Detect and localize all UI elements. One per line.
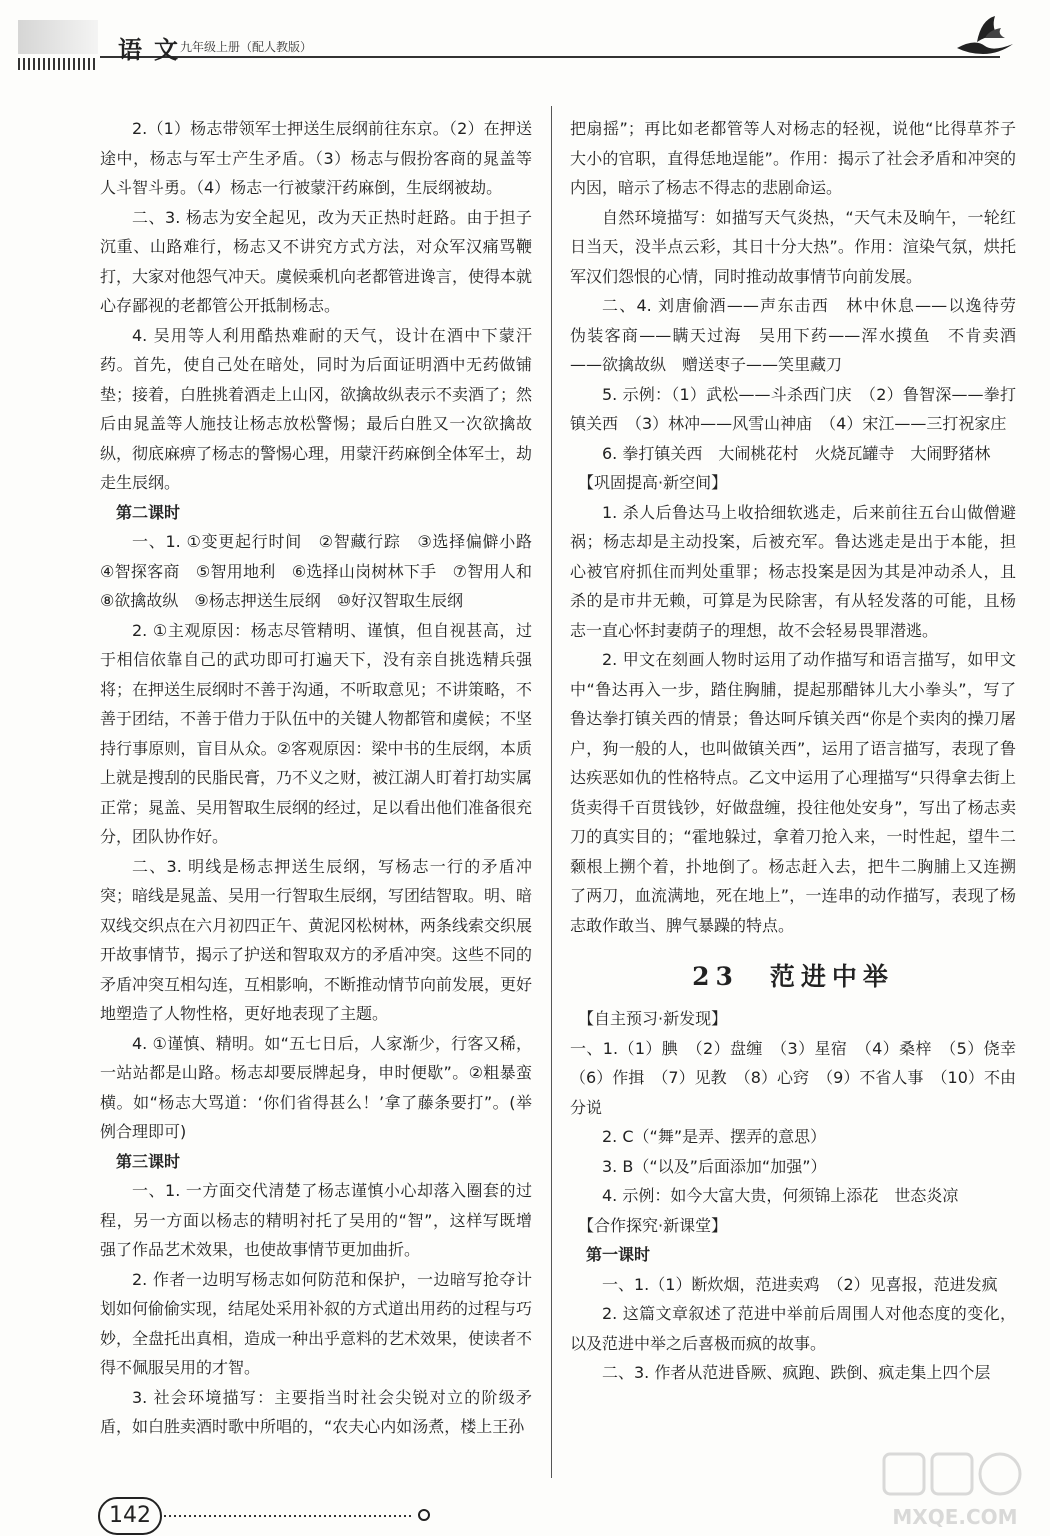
answer-paragraph: 2. 作者一边明写杨志如何防范和保护，一边暗写抢夺计划如何偷偷实现，结尾处采用补叙的方式道出用药的过程与巧妙，全盘托出真相，造成一种出乎意料的艺术效果，使读者不得不佩服吴用的才智。 — [100, 1269, 533, 1377]
answer-paragraph: 二、3. 杨志为安全起见，改为天正热时赶路。由于担子沉重、山路难行，杨志又不讲究方式方法，对众军汉痛骂鞭打，大家对他怨气冲天。虞候乘机向老都管进谗言，使得本就心存鄙视的老都管公开抵制杨志。 — [100, 207, 533, 315]
footer-circle-icon — [418, 1509, 430, 1521]
answer-paragraph: 1. 杀人后鲁达马上收拾细软逃走，后来前往五台山做僧避祸；杨志却是主动投案，后被充军。鲁达逃走是出于本能，担心被官府抓住而判处重罪；杨志投案是因为其是冲动杀人，且杀的是市井无赖，可算是为民除害，有从轻发落的可能，且杨志一直心怀封妻荫子的理想，故不会轻易畏罪潜逃。 — [570, 502, 1016, 640]
answer-paragraph: 2. C（“舞”是弄、摆弄的意思） — [602, 1127, 827, 1146]
header-decoration — [18, 20, 98, 54]
grade-label: 九年级上册（配人教版） — [180, 40, 313, 54]
answer-paragraph: 5. 示例：（1）武松——斗杀西门庆 （2）鲁智深——拳打镇关西 （3）林冲——风雪山神庙 （4）宋江——三打祝家庄 — [570, 384, 1016, 433]
answer-paragraph: 2.（1）杨志带领军士押送生辰纲前往东京。（2）在押送途中，杨志与军士产生矛盾。（3）杨志与假扮客商的晁盖等人斗智斗勇。（4）杨志一行被蒙汗药麻倒，生辰纲被劫。 — [100, 119, 532, 197]
answer-paragraph: 3. B（“以及”后面添加“加强”） — [602, 1156, 827, 1176]
answer-paragraph: 二、4. 刘唐偷酒——声东击西 林中休息——以逸待劳 伪装客商——瞒天过海 吴用下药——浑水摸鱼 不肯卖酒——欲擒故纵 赠送枣子——笑里藏刀 — [570, 296, 1033, 374]
answer-paragraph: 把扇摇”；再比如老都管等人对杨志的轻视，说他“比得草芥子大小的官职，直得恁地逞能”。作用：揭示了社会矛盾和冲突的内因，暗示了杨志不得志的悲剧命运。 — [570, 119, 1016, 197]
footer-dotted-line — [164, 1515, 414, 1517]
lesson-heading: 第一课时 — [586, 1245, 651, 1264]
header-barcode-decoration — [18, 58, 98, 70]
lesson-heading: 第二课时 — [116, 502, 181, 522]
section-heading: 【巩固提高·新空间】 — [578, 473, 728, 492]
subject-title: 语文 — [118, 35, 190, 64]
page-header — [0, 0, 1050, 80]
answer-paragraph: 2. ①主观原因：杨志尽管精明、谨慎，但自视甚高，过于相信依靠自己的武功即可打遍天下，没有亲自挑选精兵强将；在押送生辰纲时不善于沟通，不听取意见；不讲策略，不善于团结，不善于借力于队伍中的关键人物都管和虞候；不坚持行事原则，盲目从众。②客观原因：梁中书的生辰纲，本质上就是搜刮的民脂民膏，乃不义之财，被江湖人盯着打劫实属正常；晁盖、吴用智取生辰纲的经过，足以看出他们准备很充分，团队协作好。 — [100, 620, 533, 846]
watermark-logo — [880, 1448, 1030, 1532]
column-divider — [551, 106, 552, 1478]
right-column — [570, 114, 1033, 1388]
answer-paragraph: 一、1.（1）腆 （2）盘缠 （3）星宿 （4）桑梓 （5）侥幸 （6）作揖 （7）见教 （8）心窍 （9）不省人事 （10）不由分说 — [570, 1038, 1033, 1117]
answer-paragraph: 自然环境描写：如描写天气炎热，“天气未及晌午，一轮红日当天，没半点云彩，其日十分大热”。作用：渲染气氛，烘托军汉们怨恨的心情，同时推动故事情节向前发展。 — [570, 207, 1016, 286]
answer-paragraph: 4. ①谨慎、精明。如“五七日后，人家渐少，行客又稀，一站站都是山路。杨志却要辰牌起身，申时便歇”。②粗暴蛮横。如“杨志大骂道：‘你们省得甚么！’拿了藤条要打”。(举例合理即可) — [100, 1033, 532, 1141]
answer-paragraph: 2. 甲文在刻画人物时运用了动作描写和语言描写，如甲文中“鲁达再入一步，踏住胸脯，提起那醋钵儿大小拳头”，写了鲁达拳打镇关西的情景；鲁达呵斥镇关西“你是个卖肉的操刀屠户，狗一般的人，也叫做镇关西”，运用了语言描写，表现了鲁达疾恶如仇的性格特点。乙文中运用了心理描写“只得拿去街上货卖得千百贯钱钞，好做盘缠，投往他处安身”，写出了杨志卖刀的真实目的；“霍地躲过，拿着刀抢入来，一时性起，望牛二颡根上搠个着，扑地倒了。杨志赶入去，把牛二胸脯上又连搠了两刀，血流满地，死在地上”，一连串的动作描写，表现了杨志敢作敢当、脾气暴躁的特点。 — [570, 650, 1016, 935]
left-column — [100, 114, 549, 1442]
answer-paragraph: 6. 拳打镇关西 大闹桃花村 火烧瓦罐寺 大闹野猪林 — [602, 443, 991, 463]
answer-paragraph: 二、3. 作者从范进昏厥、疯跑、跌倒、疯走集上四个层 — [602, 1363, 991, 1382]
section-heading: 【合作探究·新课堂】 — [578, 1215, 728, 1235]
answer-paragraph: 4. 示例：如今大富大贵，何须锦上添花 世态炎凉 — [602, 1186, 959, 1205]
lesson-heading: 第三课时 — [116, 1151, 181, 1171]
watermark-url: MXQE.COM — [892, 1505, 1018, 1529]
section-heading: 【自主预习·新发现】 — [578, 1009, 728, 1028]
answer-paragraph: 3. 社会环境描写：主要指当时社会尖锐对立的阶级矛盾，如白胜卖酒时歌中所唱的，“农夫心内如汤煮，楼上王孙 — [100, 1387, 532, 1436]
answer-paragraph: 二、3. 明线是杨志押送生辰纲，写杨志一行的矛盾冲突；暗线是晁盖、吴用一行智取生辰纲，写团结智取。明、暗双线交织点在六月初四正午、黄泥冈松树林，两条线索交织展开故事情节，揭示了护送和智取双方的矛盾冲突。这些不同的矛盾冲突互相勾连，互相影响，不断推动情节向前发展，更好地塑造了人物性格，更好地表现了主题。 — [100, 856, 533, 1023]
answer-paragraph: 一、1.（1）断炊烟，范进卖鸡 （2）见喜报，范进发疯 — [602, 1274, 998, 1294]
page-number: 142 — [98, 1497, 162, 1535]
answer-paragraph: 一、1. ①变更起行时间 ②智藏行踪 ③选择偏僻小路 ④智探客商 ⑤智用地利 ⑥选择山岗树林下手 ⑦智用人和 ⑧欲擒故纵 ⑨杨志押送生辰纲 ⑩好汉智取生辰纲 — [100, 532, 549, 610]
answer-paragraph: 4. 吴用等人利用酷热难耐的天气，设计在酒中下蒙汗药。首先，使自己处在暗处，同时为后面证明酒中无药做铺垫；接着，白胜挑着酒走上山冈，欲擒故纵表示不卖酒了；然后由晁盖等人施技让杨志放松警惕；最后白胜又一次欲擒故纵，彻底麻痹了杨志的警惕心理，用蒙汗药麻倒全体军士，劫走生辰纲。 — [100, 325, 533, 492]
chapter-title: 23 范进中举 — [692, 962, 894, 991]
header-rule — [100, 56, 1000, 58]
bird-logo-icon — [955, 8, 1015, 58]
answer-paragraph: 一、1. 一方面交代清楚了杨志谨慎小心却落入圈套的过程，另一方面以杨志的精明衬托了吴用的“智”，这样写既增强了作品艺术效果，也使故事情节更加曲折。 — [100, 1181, 532, 1259]
answer-paragraph: 2. 这篇文章叙述了范进中举前后周围人对他态度的变化，以及范进中举之后喜极而疯的故事。 — [570, 1304, 1016, 1353]
